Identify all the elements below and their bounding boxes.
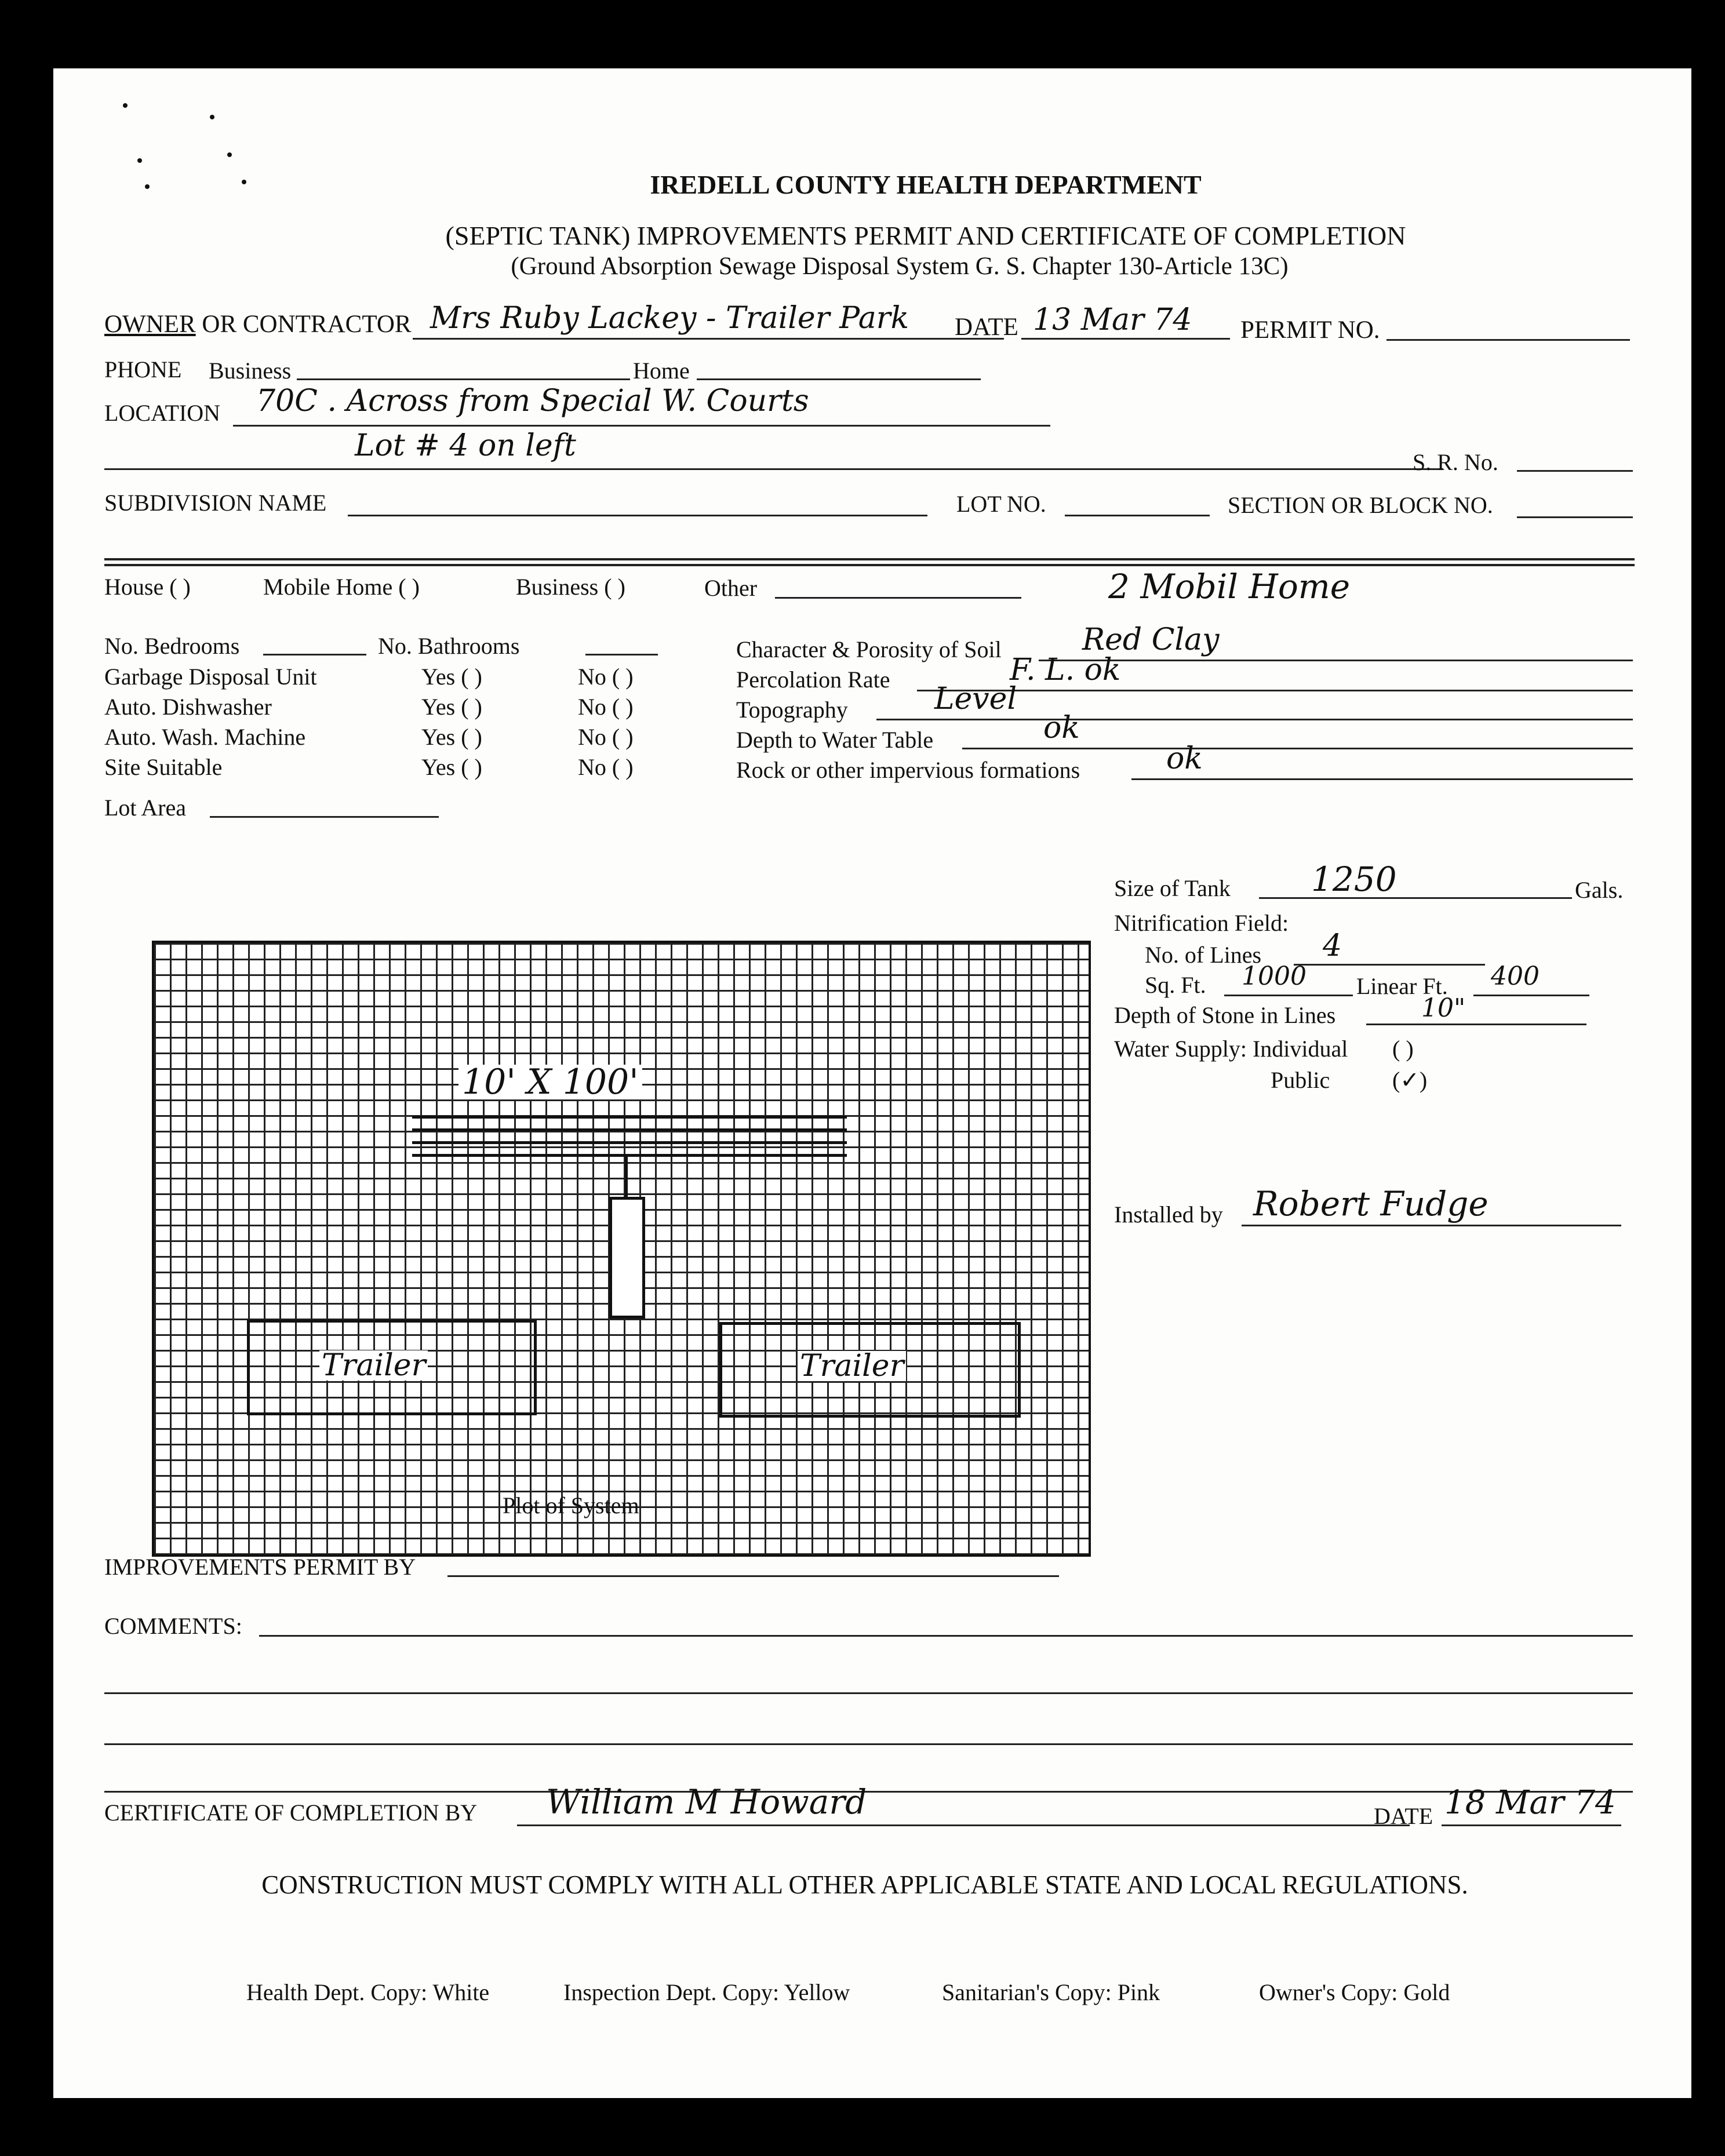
date-label: DATE <box>955 314 1018 341</box>
topography-label: Topography <box>736 697 848 723</box>
owner-value: Mrs Ruby Lackey - Trailer Park <box>430 301 909 336</box>
rock-formations-label: Rock or other impervious formations <box>736 757 1080 783</box>
lines-count-label: No. of Lines <box>1145 942 1262 968</box>
nitrification-line <box>412 1116 847 1119</box>
certificate-label: CERTIFICATE OF COMPLETION BY <box>104 1800 478 1826</box>
bedrooms-underline <box>263 654 366 655</box>
washer-yes: Yes ( ) <box>421 724 482 750</box>
topography-value: Level <box>934 682 1017 716</box>
form-subtitle: (Ground Absorption Sewage Disposal System G. S. Chapter 130-Article 13C) <box>511 253 1289 280</box>
trailer-right-label: Trailer <box>798 1351 906 1381</box>
section-label: SECTION OR BLOCK NO. <box>1228 492 1493 518</box>
soil-character-value: Red Clay <box>1082 622 1220 657</box>
tank-connector <box>625 1154 628 1197</box>
location-value-1: 70C . Across from Special W. Courts <box>256 384 809 418</box>
location-value-2: Lot # 4 on left <box>355 428 576 463</box>
divider-rule <box>104 558 1635 560</box>
certificate-date-value: 18 Mar 74 <box>1444 1784 1616 1822</box>
lot-no-label: LOT NO. <box>956 491 1046 517</box>
tank-size-unit: Gals. <box>1575 877 1624 903</box>
lot-area-label: Lot Area <box>104 795 187 821</box>
location-underline-1 <box>233 425 1050 427</box>
sq-ft-label: Sq. Ft. <box>1145 972 1206 998</box>
site-suitable-label: Site Suitable <box>104 754 223 780</box>
section-underline <box>1517 516 1633 518</box>
house-option: House ( ) <box>104 574 191 600</box>
dishwasher-label: Auto. Dishwasher <box>104 694 272 720</box>
phone-home-label: Home <box>633 358 690 384</box>
perc-rate-label: Percolation Rate <box>736 667 890 693</box>
lines-count-underline <box>1294 964 1485 966</box>
water-supply-public-label: Public <box>1271 1067 1330 1093</box>
perc-rate-underline <box>917 690 1633 691</box>
date-underline <box>1021 338 1230 340</box>
form-title: (SEPTIC TANK) IMPROVEMENTS PERMIT AND CERTIFICATE OF COMPLETION <box>445 221 1406 250</box>
business-option: Business ( ) <box>516 574 625 600</box>
water-supply-individual-box: ( ) <box>1392 1036 1414 1062</box>
bedrooms-label: No. Bedrooms <box>104 633 240 659</box>
permit-form <box>53 68 1691 2098</box>
owner-underline <box>413 338 1004 340</box>
sq-ft-underline <box>1224 995 1353 996</box>
comments-line-4 <box>104 1791 1633 1793</box>
scan-speck <box>210 115 214 119</box>
scan-speck <box>123 103 128 108</box>
stone-depth-value: 10" <box>1421 993 1466 1023</box>
comments-line-2 <box>104 1692 1633 1694</box>
tank-size-underline <box>1259 897 1572 899</box>
divider-rule <box>104 564 1635 566</box>
site-suitable-yes: Yes ( ) <box>421 754 482 780</box>
owner-word: OWNER <box>104 311 196 338</box>
rock-formations-value: ok <box>1166 741 1203 776</box>
certificate-signature: William M Howard <box>546 1782 867 1822</box>
linear-ft-label: Linear Ft. <box>1356 973 1448 999</box>
certificate-date-label: DATE <box>1374 1803 1433 1829</box>
dishwasher-no: No ( ) <box>578 694 634 720</box>
garbage-label: Garbage Disposal Unit <box>104 664 317 690</box>
linear-ft-value: 400 <box>1491 962 1540 991</box>
date-value: 13 Mar 74 <box>1033 303 1192 337</box>
dishwasher-yes: Yes ( ) <box>421 694 482 720</box>
comments-line-1 <box>259 1635 1633 1637</box>
trailer-right-shape <box>719 1322 1021 1418</box>
copy-distribution-4: Owner's Copy: Gold <box>1259 1979 1450 2005</box>
rock-formations-underline <box>1131 778 1633 780</box>
lines-count-value: 4 <box>1323 928 1342 963</box>
bathrooms-underline <box>585 654 658 655</box>
certificate-date-underline <box>1442 1824 1621 1826</box>
sq-ft-value: 1000 <box>1242 962 1307 991</box>
installed-by-label: Installed by <box>1114 1201 1223 1228</box>
scan-speck <box>242 180 246 184</box>
trailer-left-shape <box>247 1320 537 1415</box>
washer-no: No ( ) <box>578 724 634 750</box>
mobile-home-option: Mobile Home ( ) <box>263 574 420 600</box>
nitrification-heading: Nitrification Field: <box>1114 910 1289 936</box>
stone-depth-label: Depth of Stone in Lines <box>1114 1002 1336 1028</box>
water-supply-public-box: (✓) <box>1392 1067 1428 1093</box>
site-suitable-no: No ( ) <box>578 754 634 780</box>
trailer-left-label: Trailer <box>319 1350 428 1381</box>
lot-area-underline <box>210 816 439 818</box>
installed-by-underline <box>1242 1225 1621 1226</box>
garbage-no: No ( ) <box>578 664 634 690</box>
scan-speck <box>137 158 142 163</box>
department-heading: IREDELL COUNTY HEALTH DEPARTMENT <box>650 170 1202 199</box>
plot-grid <box>152 941 1091 1557</box>
nitrification-line <box>412 1154 847 1157</box>
stone-depth-underline <box>1366 1024 1586 1025</box>
tank-size-label: Size of Tank <box>1114 875 1231 901</box>
water-table-value: ok <box>1043 711 1080 745</box>
owner-label <box>104 312 412 337</box>
copy-distribution-3: Sanitarian's Copy: Pink <box>942 1979 1160 2005</box>
perc-rate-value: F. L. ok <box>1010 653 1121 687</box>
copy-distribution-2: Inspection Dept. Copy: Yellow <box>563 1979 850 2005</box>
scan-speck <box>145 184 150 189</box>
nitrification-line <box>412 1141 847 1144</box>
subdivision-label: SUBDIVISION NAME <box>104 490 327 516</box>
topography-underline <box>876 719 1633 720</box>
water-table-label: Depth to Water Table <box>736 727 934 753</box>
sr-no-underline <box>1517 470 1633 472</box>
plot-dimension: 10' X 100' <box>458 1065 642 1099</box>
phone-home-underline <box>697 378 981 380</box>
nitrification-line <box>412 1128 847 1131</box>
soil-character-underline <box>1039 660 1633 661</box>
permit-no-underline <box>1386 339 1630 341</box>
regulations-notice: CONSTRUCTION MUST COMPLY WITH ALL OTHER APPLICABLE STATE AND LOCAL REGULATIONS. <box>261 1870 1468 1899</box>
soil-character-label: Character & Porosity of Soil <box>736 636 1002 662</box>
location-underline-2 <box>104 468 1443 470</box>
septic-tank-shape <box>609 1197 645 1319</box>
permit-no-label: PERMIT NO. <box>1240 316 1380 344</box>
installed-by-signature: Robert Fudge <box>1253 1184 1489 1223</box>
improvements-permit-underline <box>447 1575 1059 1577</box>
subdivision-underline <box>348 515 927 516</box>
copy-distribution-1: Health Dept. Copy: White <box>246 1979 490 2005</box>
other-underline <box>775 597 1021 599</box>
phone-business-underline <box>297 378 630 380</box>
owner-rest: OR CONTRACTOR <box>202 311 412 338</box>
comments-line-3 <box>104 1743 1633 1745</box>
improvements-permit-label: IMPROVEMENTS PERMIT BY <box>104 1554 416 1580</box>
tank-size-value: 1250 <box>1311 860 1397 899</box>
phone-business-label: Business <box>209 358 292 384</box>
other-value: 2 Mobil Home <box>1108 567 1351 606</box>
washer-label: Auto. Wash. Machine <box>104 724 306 750</box>
sr-no-label: S. R. No. <box>1413 449 1498 475</box>
lot-no-underline <box>1065 515 1210 516</box>
other-label: Other <box>704 575 758 601</box>
certificate-underline <box>517 1824 1410 1826</box>
scan-speck <box>227 152 232 157</box>
water-supply-label: Water Supply: Individual <box>1114 1036 1348 1062</box>
phone-label: PHONE <box>104 356 182 383</box>
water-table-underline <box>962 748 1633 749</box>
linear-ft-underline <box>1473 995 1589 996</box>
plot-caption: Plot of System <box>503 1492 639 1518</box>
location-label: LOCATION <box>104 400 220 426</box>
comments-label: COMMENTS: <box>104 1613 242 1639</box>
bathrooms-label: No. Bathrooms <box>378 633 520 659</box>
garbage-yes: Yes ( ) <box>421 664 482 690</box>
